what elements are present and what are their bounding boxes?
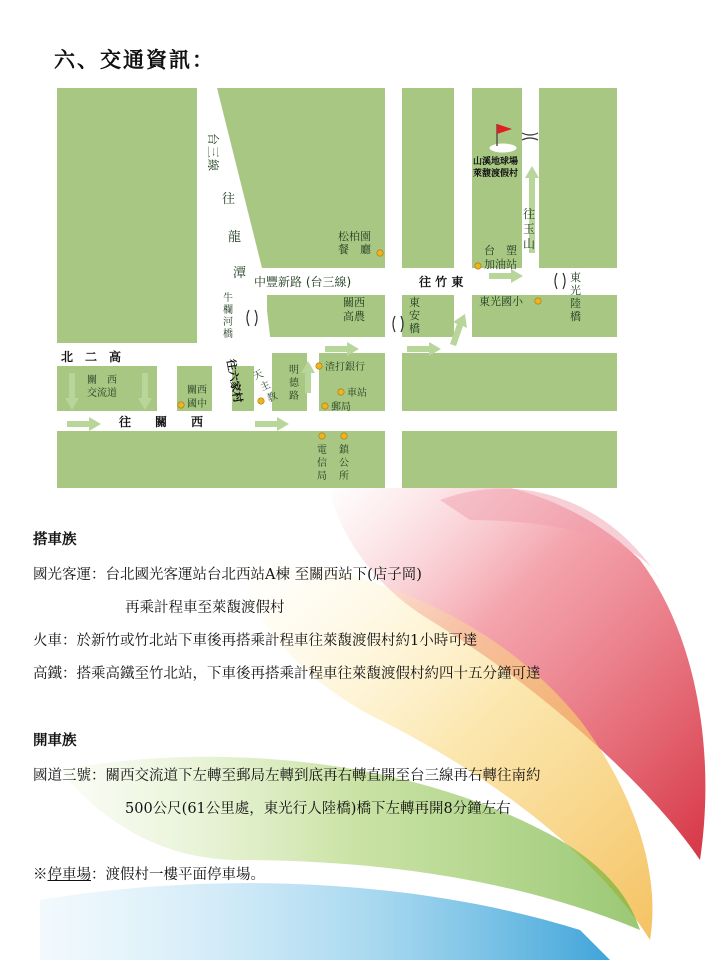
- kuokuang-line-1: [33, 563, 422, 584]
- tianzhujiao-3: 教: [265, 390, 280, 405]
- road-taisan-vertical: 台三線: [206, 133, 220, 173]
- niulangou-3: 河: [223, 317, 233, 328]
- chartered-bank: 渣打銀行: [325, 362, 365, 373]
- wang-guanxi: 往 關 西: [119, 415, 204, 429]
- hwy3-text-2: 500公尺(61公里處，東光行人陸橋)橋下左轉再開8分鐘左右: [125, 801, 511, 817]
- page-title: 六、交通資訊：: [54, 47, 215, 72]
- guanxi-middle-2: 國中: [187, 399, 207, 410]
- parking-prefix: ※: [33, 867, 48, 883]
- hsr-text: 搭乘高鐵至竹北站，下車後再搭乘計程車往萊馥渡假村約四十五分鐘可達: [76, 666, 541, 682]
- drive-heading: 開車族: [33, 732, 77, 749]
- parking-label: 停車場: [47, 867, 91, 883]
- wang-longtan-1: 往: [222, 192, 236, 207]
- songbaiyuan-2: 餐 廳: [338, 243, 371, 256]
- dongan-bridge-1: 東: [409, 296, 420, 309]
- bus-station: 車站: [347, 388, 367, 399]
- town-office-3: 所: [339, 471, 349, 482]
- tianzhujiao-2: 主: [258, 379, 273, 394]
- train-text: 於新竹或竹北站下車後再搭乘計程車往萊馥渡假村約1小時可達: [76, 633, 478, 649]
- dongguang-bridge-3: 陸: [570, 297, 581, 310]
- telecom-3: 局: [317, 471, 327, 482]
- post-office: 郵局: [331, 402, 351, 413]
- dongguang-bridge-4: 橋: [570, 310, 581, 323]
- songbaiyuan-1: 松柏園: [338, 230, 371, 243]
- guanxi-high-1: 關西: [343, 296, 365, 309]
- kuokuang-text-1: 台北國光客運站台北西站A棟 至關西站下(店子岡): [105, 567, 422, 583]
- resort-line-1: 山溪地球場: [473, 157, 519, 167]
- north-second-high: 北 二 高: [61, 350, 122, 364]
- guanxi-interchange-2: 交流道: [87, 388, 117, 399]
- parking-line: [33, 863, 265, 884]
- telecom-1: 電: [317, 445, 327, 456]
- dongguang-bridge-2: 光: [570, 284, 581, 297]
- to-yushan-2: 玉: [523, 222, 536, 236]
- resort-line-2: 萊馥渡假村: [473, 169, 519, 179]
- mingde-road-1: 明: [289, 365, 299, 376]
- telecom-2: 信: [317, 458, 327, 469]
- tianzhujiao-1: 天: [251, 368, 266, 383]
- kuokuang-text-2: 再乘計程車至萊馥渡假村: [125, 600, 285, 616]
- to-yushan-3: 山: [523, 237, 536, 251]
- town-office-1: 鎮: [339, 445, 349, 456]
- gas-station-1: 台 塑: [484, 244, 517, 257]
- train-line: [33, 629, 477, 650]
- parking-text: ：渡假村一樓平面停車場。: [91, 867, 265, 883]
- wang-longtan-3: 潭: [233, 266, 247, 281]
- niulangou-2: 欄: [223, 305, 233, 316]
- wang-liujia: 往六家村: [224, 358, 245, 404]
- gas-station-2: 加油站: [484, 258, 517, 271]
- hsr-label: 高鐵：: [33, 666, 77, 682]
- transit-heading: 搭車族: [33, 531, 77, 548]
- wang-longtan-2: 龍: [228, 230, 242, 245]
- guanxi-interchange-1: 關 西: [87, 375, 117, 386]
- mingde-road-3: 路: [289, 391, 299, 402]
- dongguang-school: 東光國小: [479, 295, 523, 308]
- train-label: 火車：: [33, 633, 77, 649]
- location-map: [57, 88, 617, 488]
- town-office-2: 公: [339, 458, 349, 469]
- dongan-bridge-2: 安: [409, 309, 420, 322]
- dongguang-bridge-1: 東: [570, 271, 581, 284]
- hwy3-label: 國道三號：: [33, 768, 106, 784]
- guanxi-high-2: 高農: [343, 310, 365, 323]
- dongan-bridge-3: 橋: [409, 322, 420, 335]
- hsr-line: [33, 662, 541, 683]
- niulangou-4: 橋: [223, 329, 233, 340]
- hwy3-text-1: 關西交流道下左轉至郵局左轉到底再右轉直開至台三線再右轉往南約: [105, 768, 541, 784]
- hwy3-line-1: [33, 764, 541, 785]
- niulangou-1: 牛: [223, 293, 233, 304]
- kuokuang-label: 國光客運：: [33, 567, 106, 583]
- to-yushan-1: 往: [523, 207, 536, 221]
- zhongfeng-road-label: 中豐新路 (台三線): [254, 275, 352, 289]
- to-zhudong-label: 往 竹 東: [419, 275, 464, 289]
- guanxi-middle-1: 關西: [187, 385, 207, 396]
- mingde-road-2: 德: [289, 378, 299, 389]
